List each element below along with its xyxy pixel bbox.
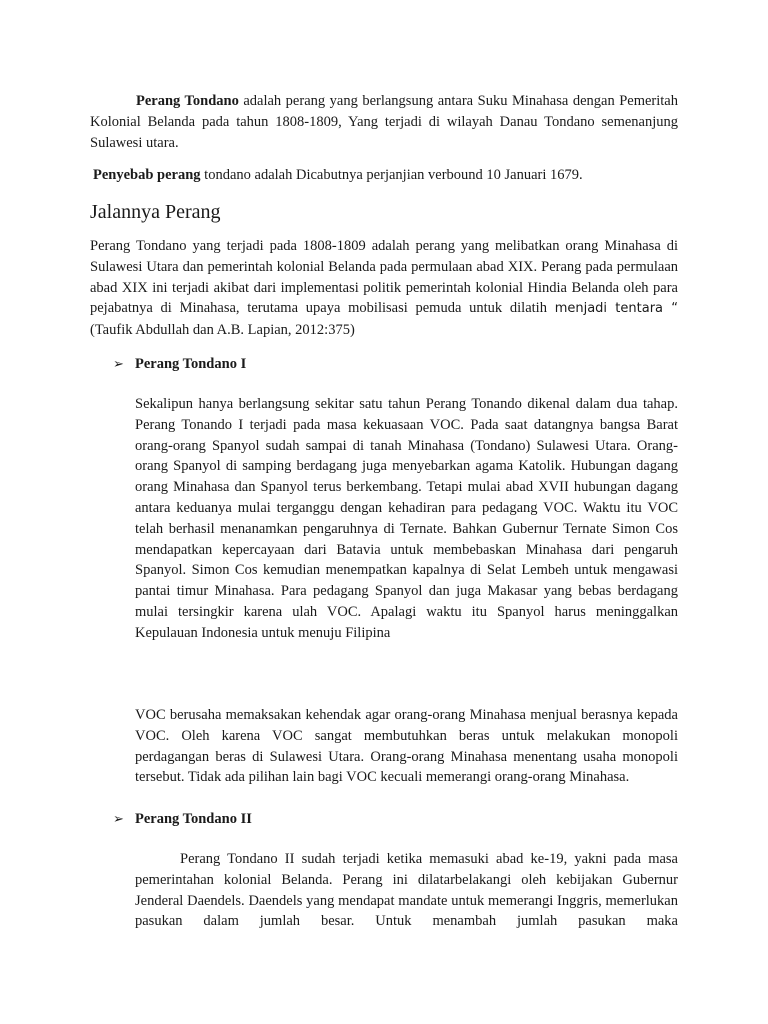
section1-paragraph-2: VOC berusaha memaksakan kehendak agar orang-orang Minahasa menjual berasnya kepada VOC. Oleh karena VOC sangat membutuhkan beras untuk melakukan monopoli perdagangan beras di Sulawesi Utara. Orang-orang Minahasa menentang usaha monopoli tersebut. Tidak ada pilihan lain bagi VOC kecuali memerangi orang-orang Minahasa.: [135, 707, 678, 786]
section2-paragraph-1: Perang Tondano II sudah terjadi ketika memasuki abad ke-19, yakni pada masa pemerintahan kolonial Belanda. Perang ini dilatarbelakangi oleh kebijakan Gubernur Jenderal Daendels. Daendels yang mendapat mandate untuk memerangi Inggris, memerlukan pasukan dalam jumlah besar. Untuk menambah jumlah pasukan maka: [135, 851, 678, 930]
section-heading: Jalannya Perang: [90, 201, 221, 223]
section2-title: Perang Tondano II: [135, 811, 252, 827]
arrow-bullet-icon: ➢: [113, 357, 124, 372]
cause-text: tondano adalah Dicabutnya perjanjian verbound 10 Januari 1679.: [200, 167, 583, 183]
cause-paragraph: [93, 165, 678, 186]
section1-heading: [113, 354, 246, 375]
intro-paragraph: [90, 91, 678, 153]
section1-title: Perang Tondano I: [135, 356, 247, 372]
section1-paragraph-1: Sekalipun hanya berlangsung sekitar satu tahun Perang Tonando dikenal dalam dua tahap. Perang Tonando I terjadi pada masa kekuasaan VOC. Pada saat datangnya bangsa Barat orang-orang Spanyol sudah sampai di tanah Minahasa (Tondano) Sulawesi Utara. Orang-orang Spanyol di samping berdagang juga menyebarkan agama Katolik. Hubungan dagang orang Minahasa dan Spanyol terus berkembang. Tetapi mulai abad XVII hubungan dagang antara keduanya mulai terganggu dengan kehadiran para pedagang VOC. Waktu itu VOC telah berhasil menanamkan pengaruhnya di Ternate. Bahkan Gubernur Ternate Simon Cos mendapatkan kepercayaan dari Batavia untuk membebaskan Minahasa dari pengaruh Spanyol. Simon Cos kemudian menempatkan kapalnya di Selat Lembeh untuk mengawasi pantai timur Minahasa. Para pedagang Spanyol dan juga Makasar yang bebas berdagang mulai tersingkir karena ulah VOC. Apalagi waktu itu Spanyol harus meninggalkan Kepulauan Indonesia untuk menuju Filipina: [135, 396, 678, 641]
war-course-alt-font-text: menjadi tentara “: [554, 301, 678, 317]
intro-text: adalah perang yang berlangsung antara Suku Minahasa dengan Pemeritah Kolonial Belanda pada tahun 1808-1809, Yang terjadi di wilayah Danau Tondano semenanjung Sulawesi utara.: [90, 93, 678, 151]
section2-heading: [113, 809, 252, 830]
war-course-paragraph: [90, 236, 678, 341]
war-course-text: Perang Tondano yang terjadi pada 1808-1809 adalah perang yang melibatkan orang Minahasa di Sulawesi Utara dan pemerintah kolonial Belanda pada permulaan abad XIX. Perang pada permulaan abad XIX ini terjadi akibat dari implementasi politik pemerintah kolonial Hindia Belanda oleh para pejabatnya di Minahasa, terutama upaya mobilisasi pemuda untuk dilatih: [90, 238, 678, 317]
cause-bold-term: Penyebab perang: [93, 167, 201, 183]
intro-bold-term: Perang Tondano: [136, 93, 239, 109]
arrow-bullet-icon: ➢: [113, 812, 124, 827]
war-course-citation: (Taufik Abdullah dan A.B. Lapian, 2012:375): [90, 322, 355, 339]
